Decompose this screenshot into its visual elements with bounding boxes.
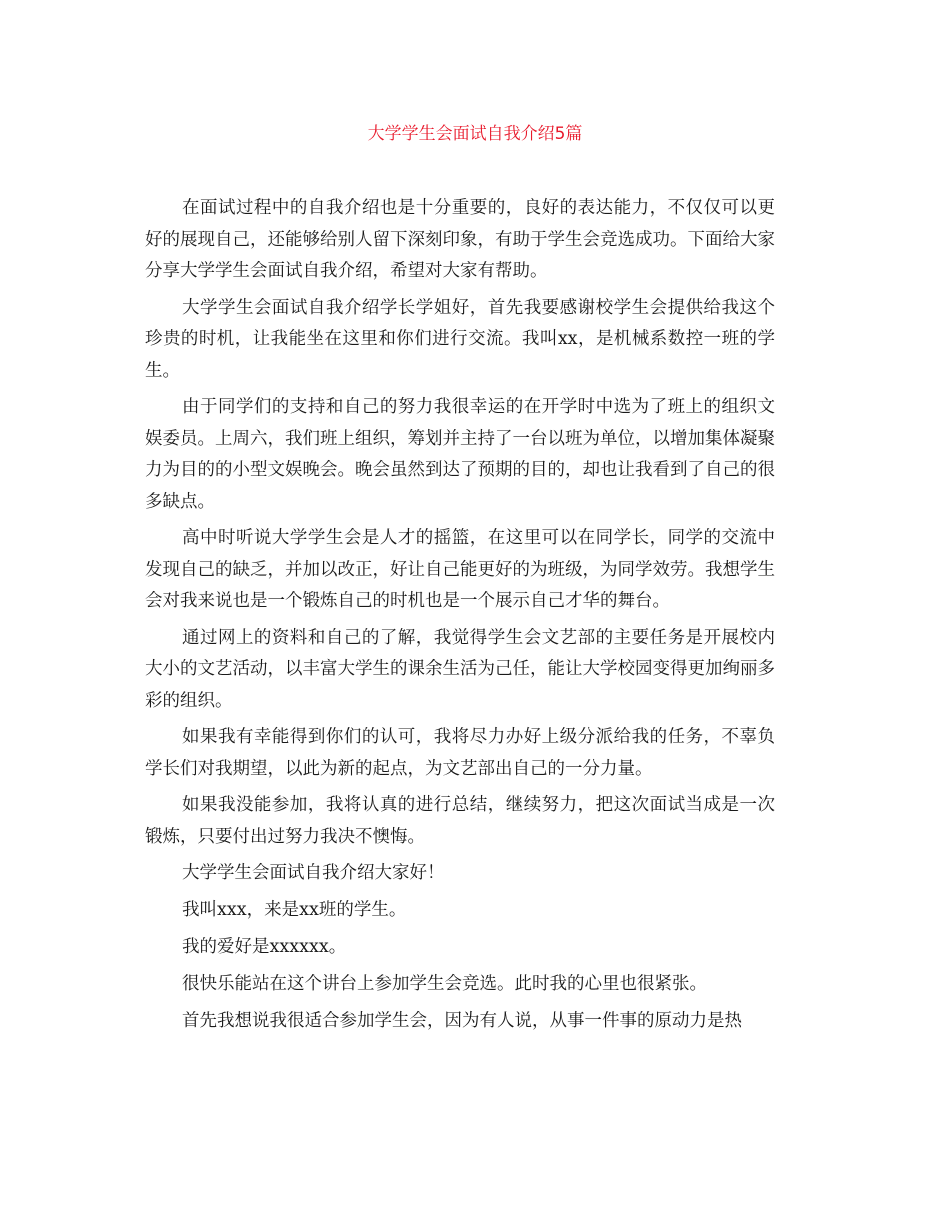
paragraph-11: 很快乐能站在这个讲台上参加学生会竞选。此时我的心里也很紧张。: [182, 974, 707, 994]
paragraph-1: 在面试过程中的自我介绍也是十分重要的，良好的表达能力，不仅仅可以更好的展现自己，还能够给别人留下深刻印象，有助于学生会竞选成功。下面给大家分享大学学生会面试自我介绍，希望对大家有帮助。: [145, 198, 775, 281]
paragraph-5: 通过网上的资料和自己的了解，我觉得学生会文艺部的主要任务是开展校内大小的文艺活动，以丰富大学生的课余生活为己任，能让大学校园变得更加绚丽多彩的组织。: [145, 627, 775, 711]
document-title: 大学学生会面试自我介绍5篇: [367, 124, 583, 144]
paragraph-6: 如果我有幸能得到你们的认可，我将尽力办好上级分派给我的任务，不辜负学长们对我期望，以此为新的起点，为文艺部出自己的一分力量。: [145, 727, 775, 779]
document-body: [145, 193, 775, 1043]
paragraph-4: 高中时听说大学学生会是人才的摇篮，在这里可以在同学长，同学的交流中发现自己的缺乏，并加以改正，好让自己能更好的为班级，为同学效劳。我想学生会对我来说也是一个锻炼自己的时机也是一个展示自己才华的舞台。: [145, 528, 775, 611]
paragraph-3: 由于同学们的支持和自己的努力我很幸运的在开学时中选为了班上的组织文娱委员。上周六，我们班上组织，筹划并主持了一台以班为单位，以增加集体凝聚力为目的的小型文娱晚会。晚会虽然到达了预期的目的，却也让我看到了自己的很多缺点。: [145, 397, 775, 512]
paragraph-10: 我的爱好是xxxxxx。: [182, 937, 347, 957]
paragraph-12: 首先我想说我很适合参加学生会，因为有人说，从事一件事的原动力是热: [182, 1011, 742, 1031]
paragraph-7: 如果我没能参加，我将认真的进行总结，继续努力，把这次面试当成是一次锻炼，只要付出过努力我决不懊悔。: [145, 795, 775, 847]
paragraph-8: 大学学生会面试自我介绍大家好！: [182, 863, 445, 883]
paragraph-2: 大学学生会面试自我介绍学长学姐好，首先我要感谢校学生会提供给我这个珍贵的时机，让我能坐在这里和你们进行交流。我叫xx，是机械系数控一班的学生。: [145, 297, 775, 381]
paragraph-9: 我叫xxx，来是xx班的学生。: [182, 900, 407, 920]
